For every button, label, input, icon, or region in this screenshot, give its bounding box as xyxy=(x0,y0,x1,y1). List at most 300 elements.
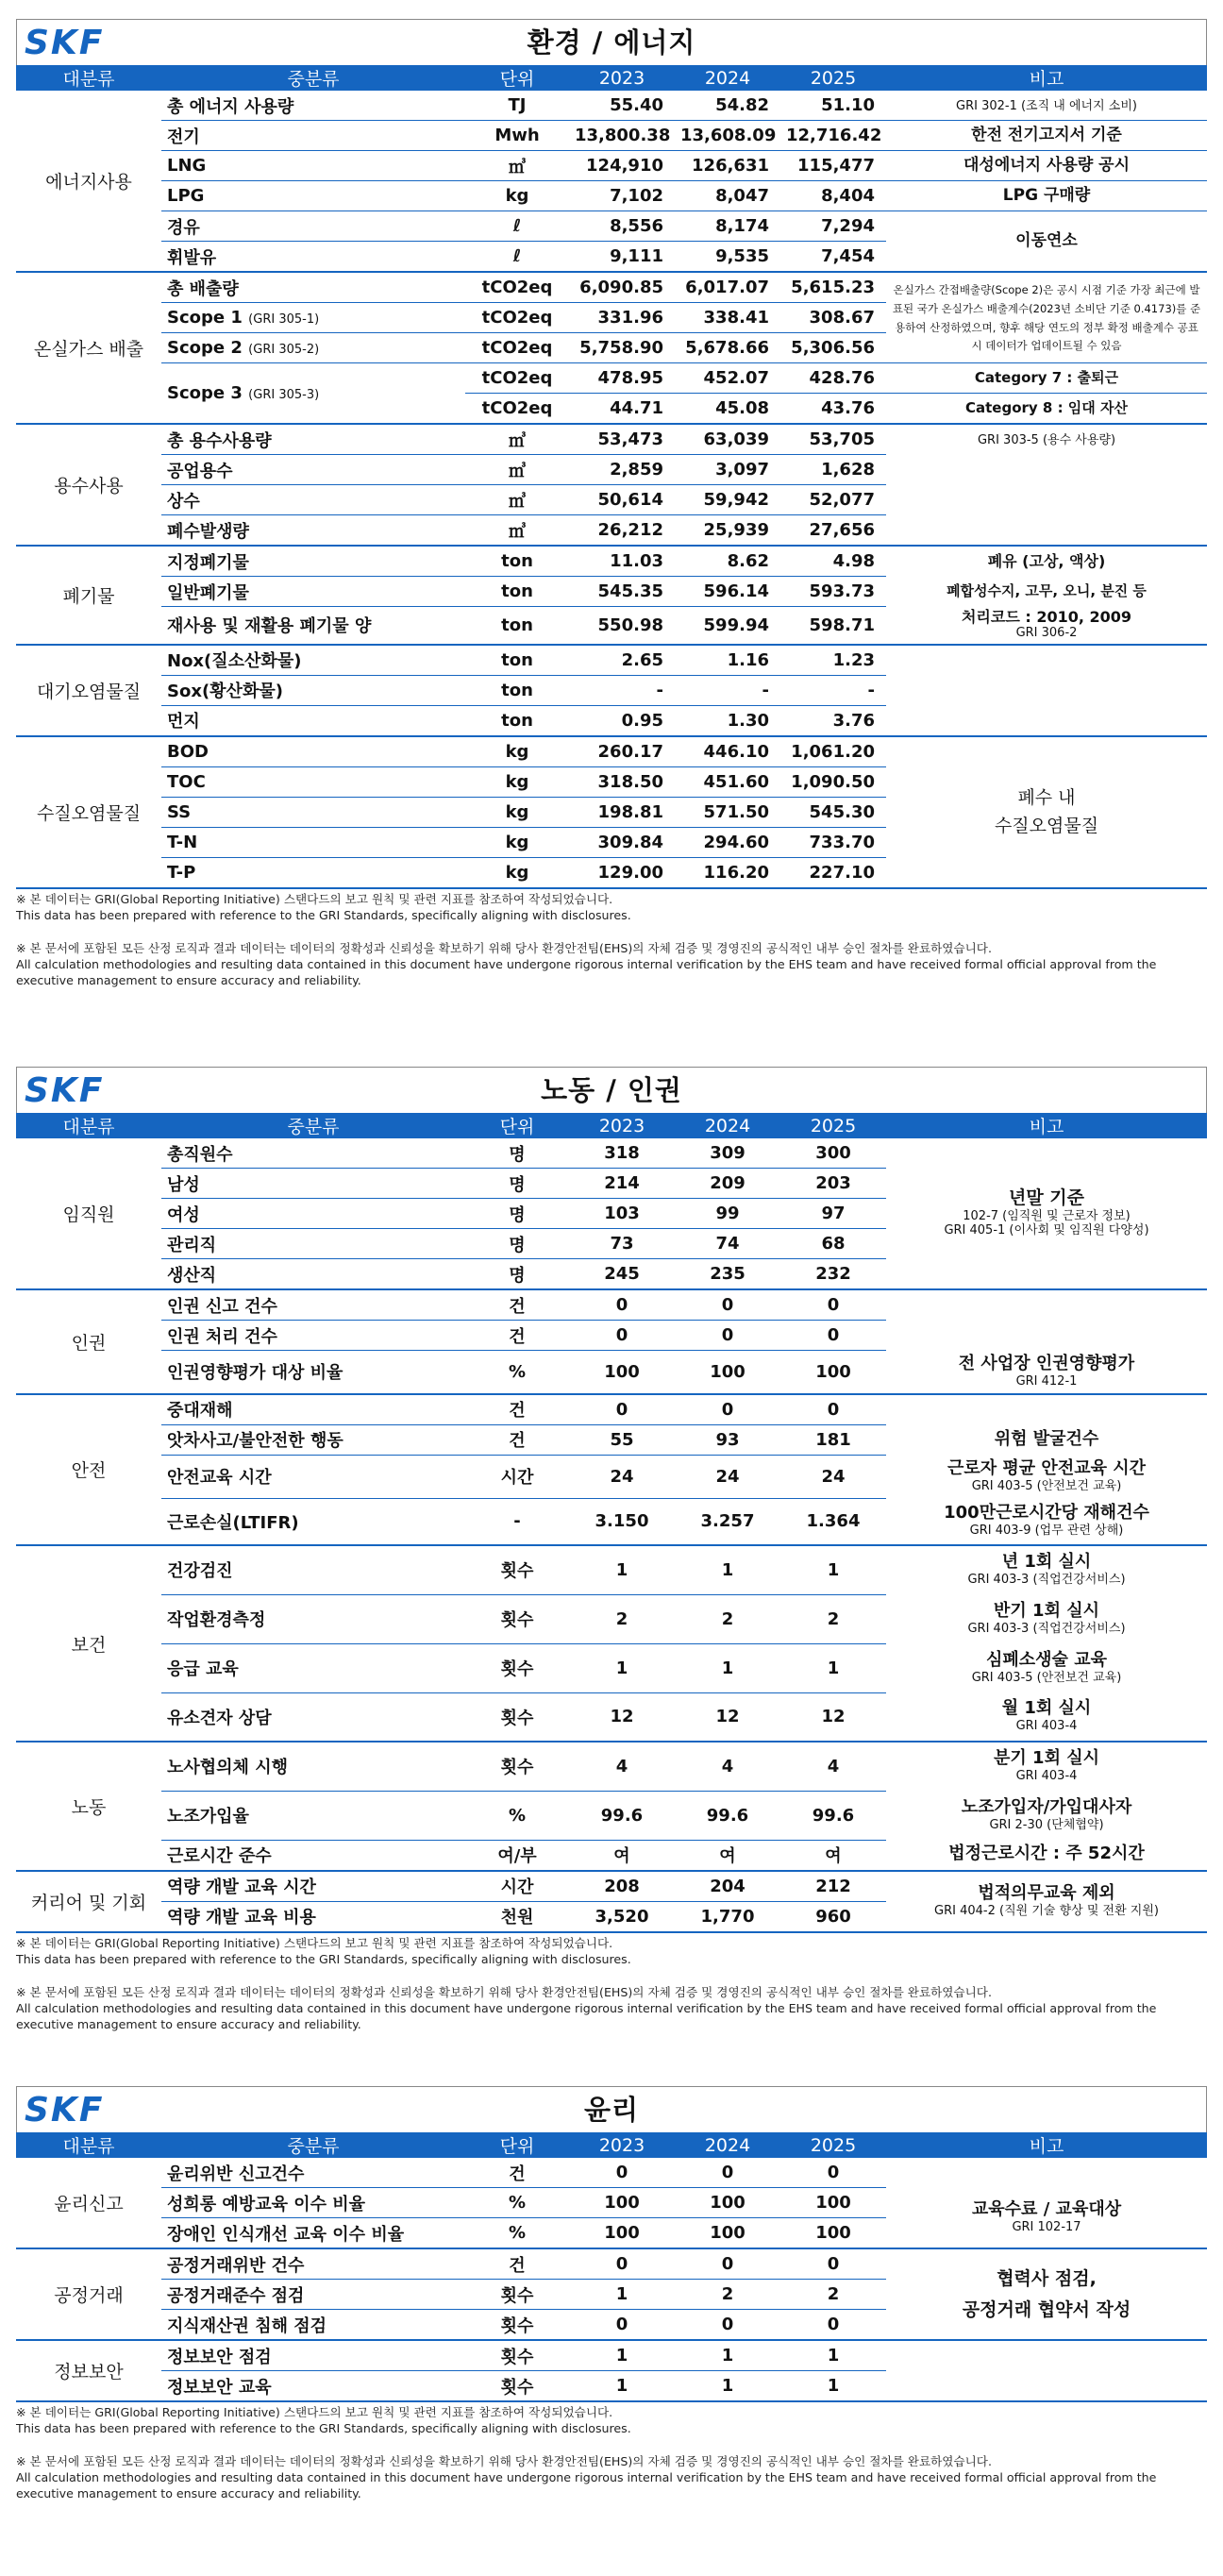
value-cell: 12 xyxy=(780,1692,886,1742)
col-2023: 2023 xyxy=(569,2132,675,2158)
category-cell: 임직원 xyxy=(16,1138,161,1289)
value-cell: 3.257 xyxy=(675,1498,780,1545)
table-row xyxy=(16,91,1207,121)
value-cell: 0 xyxy=(569,2158,675,2188)
col-category: 대분류 xyxy=(16,65,161,91)
value-cell: 4 xyxy=(569,1742,675,1791)
value-cell: 451.60 xyxy=(675,766,780,797)
unit-cell: tCO2eq xyxy=(465,333,569,363)
category-cell: 안전 xyxy=(16,1394,161,1546)
remark-sub: GRI 403-9 (업무 관련 상해) xyxy=(969,1524,1124,1539)
value-cell: 0 xyxy=(780,1321,886,1351)
section-title: 환경 / 에너지 xyxy=(527,26,696,59)
water-note-line1: 폐수 내 xyxy=(1017,786,1076,808)
value-cell: 571.50 xyxy=(675,797,780,827)
employee-remark xyxy=(886,1138,1207,1289)
col-remarks: 비고 xyxy=(886,1113,1207,1138)
item-cell: 정보보안 교육 xyxy=(161,2371,465,2402)
unit-cell: % xyxy=(465,2218,569,2249)
category-cell: 폐기물 xyxy=(16,546,161,645)
unit-cell: Mwh xyxy=(465,121,569,151)
item-cell: 건강검진 xyxy=(161,1545,465,1594)
unit-cell: kg xyxy=(465,181,569,211)
water-remark xyxy=(886,736,1207,888)
unit-cell: 천원 xyxy=(465,1901,569,1932)
environment-table xyxy=(16,65,1207,889)
item-cell: 공업용수 xyxy=(161,455,465,485)
remark-cell xyxy=(886,1742,1207,1791)
value-cell: 7,102 xyxy=(569,181,675,211)
remark-main: 년말 기준 xyxy=(1008,1187,1085,1208)
item-cell: 앗차사고/불안전한 행동 xyxy=(161,1424,465,1455)
value-cell: 1 xyxy=(569,2280,675,2310)
remark-main: 반기 1회 실시 xyxy=(994,1600,1099,1621)
remark-cell xyxy=(886,1791,1207,1840)
value-cell: 232 xyxy=(780,1259,886,1290)
remark-cell xyxy=(886,1545,1207,1594)
table-row xyxy=(16,181,1207,211)
col-subcategory: 중분류 xyxy=(161,1113,465,1138)
unit-cell: kg xyxy=(465,857,569,888)
value-cell: 0 xyxy=(780,1289,886,1321)
value-cell: 12,716.42 xyxy=(780,121,886,151)
category-cell: 커리어 및 기회 xyxy=(16,1871,161,1932)
item-cell: 일반폐기물 xyxy=(161,577,465,607)
value-cell: 1.30 xyxy=(675,705,780,736)
value-cell: 2 xyxy=(780,2280,886,2310)
value-cell: 6,017.07 xyxy=(675,272,780,303)
table-header-row xyxy=(16,1113,1207,1138)
value-cell: 6,090.85 xyxy=(569,272,675,303)
value-cell: 43.76 xyxy=(780,394,886,425)
item-cell: 중대재해 xyxy=(161,1394,465,1425)
unit-cell: 건 xyxy=(465,1424,569,1455)
value-cell: 103 xyxy=(569,1199,675,1229)
remark-main: 법적의무교육 제외 xyxy=(978,1882,1115,1903)
table-row xyxy=(16,1138,1207,1169)
value-cell: 309.84 xyxy=(569,827,675,857)
environment-section xyxy=(16,19,1207,988)
remark-cell xyxy=(886,1594,1207,1643)
col-unit: 단위 xyxy=(465,65,569,91)
unit-cell: 여/부 xyxy=(465,1840,569,1871)
category-cell: 노동 xyxy=(16,1742,161,1871)
svg-text:SKF: SKF xyxy=(25,1073,105,1105)
value-cell: 3,097 xyxy=(675,455,780,485)
unit-cell: 횟수 xyxy=(465,2280,569,2310)
item-cell: T-N xyxy=(161,827,465,857)
value-cell: 2 xyxy=(569,1594,675,1643)
remark-sub: GRI 405-1 (이사회 및 임직원 다양성) xyxy=(944,1223,1149,1238)
value-cell: 2 xyxy=(780,1594,886,1643)
remark-cell: 이동연소 xyxy=(886,211,1207,273)
value-cell: 300 xyxy=(780,1138,886,1169)
table-row xyxy=(16,1692,1207,1742)
remark-cell: 폐유 (고상, 액상) xyxy=(987,551,1106,570)
table-row xyxy=(16,1594,1207,1643)
col-2024: 2024 xyxy=(675,2132,780,2158)
value-cell: 0 xyxy=(569,2310,675,2341)
footnote-line: ※ 본 데이터는 GRI(Global Reporting Initiative) 스탠다드의 보고 원칙 및 관련 지표를 참조하여 작성되었습니다. xyxy=(16,1935,613,1950)
scope2-label: Scope 2 xyxy=(167,338,243,358)
value-cell: 0 xyxy=(780,1394,886,1425)
value-cell: 44.71 xyxy=(569,394,675,425)
item-cell: 먼지 xyxy=(161,705,465,736)
value-cell: 5,615.23 xyxy=(780,272,886,303)
value-cell: 1,770 xyxy=(675,1901,780,1932)
value-cell: 0 xyxy=(569,2248,675,2280)
value-cell: 1 xyxy=(675,2340,780,2371)
remark-cell: Category 7 : 출퇴근 xyxy=(886,363,1207,394)
value-cell: 99.6 xyxy=(675,1791,780,1840)
career-remark xyxy=(886,1871,1207,1932)
remark-cell xyxy=(886,2371,1207,2402)
unit-cell: 횟수 xyxy=(465,2371,569,2402)
value-cell: 8,047 xyxy=(675,181,780,211)
item-cell: 지정폐기물 xyxy=(161,546,465,577)
value-cell: 545.35 xyxy=(569,577,675,607)
value-cell: 1 xyxy=(675,1545,780,1594)
remark-cell: 대성에너지 사용량 공시 xyxy=(886,151,1207,181)
unit-cell: 건 xyxy=(465,1321,569,1351)
gri-tag: GRI 306-2 xyxy=(1015,626,1078,641)
gri-tag: (GRI 305-2) xyxy=(248,343,320,357)
footnote-line: This data has been prepared with reference to the GRI Standards, specifically aligning with disclosures. xyxy=(16,907,631,922)
value-cell: 9,535 xyxy=(675,242,780,273)
value-cell: 318 xyxy=(569,1138,675,1169)
value-cell: 478.95 xyxy=(569,363,675,394)
col-2025: 2025 xyxy=(780,65,886,91)
value-cell: 97 xyxy=(780,1199,886,1229)
item-cell: 전기 xyxy=(161,121,465,151)
item-cell xyxy=(161,333,465,363)
remark-cell xyxy=(886,2158,1207,2188)
value-cell: 100 xyxy=(569,2188,675,2218)
remark-cell: 폐합성수지, 고무, 오니, 분진 등 xyxy=(947,581,1147,599)
section-title: 윤리 xyxy=(583,2094,640,2126)
remark-main: 전 사업장 인권영향평가 xyxy=(958,1353,1135,1373)
value-cell: 100 xyxy=(675,1351,780,1394)
item-cell: 노조가입율 xyxy=(161,1791,465,1840)
value-cell: 227.10 xyxy=(780,857,886,888)
value-cell: 1.364 xyxy=(780,1498,886,1545)
ethics-table xyxy=(16,2132,1207,2402)
fair-trade-remark xyxy=(886,2248,1207,2340)
value-cell: 0 xyxy=(675,2310,780,2341)
value-cell: 5,306.56 xyxy=(780,333,886,363)
value-cell: 1.23 xyxy=(780,645,886,676)
unit-cell: kg xyxy=(465,797,569,827)
item-cell xyxy=(161,303,465,333)
value-cell: 198.81 xyxy=(569,797,675,827)
unit-cell: ton xyxy=(465,645,569,676)
value-cell: 0 xyxy=(675,1321,780,1351)
footnote-line: ※ 본 문서에 포함된 모든 산정 로직과 결과 데이터는 데이터의 정확성과 신뢰성을 확보하기 위해 당사 환경안전팀(EHS)의 자체 검증 및 경영진의 공식적인 내부 승인 절차를 완료하였습니다. xyxy=(16,2454,992,2468)
value-cell: 52,077 xyxy=(780,485,886,515)
unit-cell: 명 xyxy=(465,1199,569,1229)
value-cell: 7,294 xyxy=(780,211,886,242)
value-cell: 100 xyxy=(569,1351,675,1394)
value-cell: 0 xyxy=(675,1394,780,1425)
footnote xyxy=(16,891,1207,988)
item-cell: 정보보안 점검 xyxy=(161,2340,465,2371)
value-cell: 63,039 xyxy=(675,424,780,455)
footnote-line: All calculation methodologies and resulting data contained in this document have undergone rigorous internal verification by the EHS team and have received formal official approval from the executive management to ensure accuracy and reliability. xyxy=(16,2470,1157,2500)
footnote-line: ※ 본 문서에 포함된 모든 산정 로직과 결과 데이터는 데이터의 정확성과 신뢰성을 확보하기 위해 당사 환경안전팀(EHS)의 자체 검증 및 경영진의 공식적인 내부 승인 절차를 완료하였습니다. xyxy=(16,940,992,955)
category-cell: 인권 xyxy=(16,1289,161,1394)
value-cell: 1,061.20 xyxy=(780,736,886,767)
unit-cell: ℓ xyxy=(465,211,569,242)
remark-cell xyxy=(886,2340,1207,2371)
scope3-label: Scope 3 xyxy=(167,383,243,403)
value-cell: 116.20 xyxy=(675,857,780,888)
remark-sub: GRI 403-4 xyxy=(1015,1719,1078,1734)
item-cell: 지식재산권 침해 점검 xyxy=(161,2310,465,2341)
value-cell: 26,212 xyxy=(569,515,675,547)
item-cell: 근로손실(LTIFR) xyxy=(161,1498,465,1545)
value-cell: 59,942 xyxy=(675,485,780,515)
item-cell: Sox(황산화물) xyxy=(161,675,465,705)
remark-cell xyxy=(886,515,1207,547)
value-cell: 214 xyxy=(569,1169,675,1199)
unit-cell: ㎥ xyxy=(465,455,569,485)
section-header xyxy=(16,2086,1207,2132)
category-cell: 공정거래 xyxy=(16,2248,161,2340)
value-cell: 99.6 xyxy=(569,1791,675,1840)
value-cell: 55.40 xyxy=(569,91,675,121)
item-cell: 여성 xyxy=(161,1199,465,1229)
remark-cell xyxy=(886,455,1207,485)
unit-cell: - xyxy=(465,1498,569,1545)
value-cell: 100 xyxy=(780,2218,886,2249)
col-2023: 2023 xyxy=(569,1113,675,1138)
unit-cell: 명 xyxy=(465,1259,569,1290)
value-cell: 331.96 xyxy=(569,303,675,333)
value-cell: 51.10 xyxy=(780,91,886,121)
col-remarks: 비고 xyxy=(886,65,1207,91)
value-cell: 100 xyxy=(675,2188,780,2218)
item-cell: 생산직 xyxy=(161,1259,465,1290)
col-unit: 단위 xyxy=(465,1113,569,1138)
ethics-remark xyxy=(886,2188,1207,2249)
item-cell: 유소견자 상담 xyxy=(161,1692,465,1742)
value-cell: 여 xyxy=(780,1840,886,1871)
value-cell: 960 xyxy=(780,1901,886,1932)
value-cell: 4 xyxy=(780,1742,886,1791)
value-cell: 99 xyxy=(675,1199,780,1229)
col-unit: 단위 xyxy=(465,2132,569,2158)
col-remarks: 비고 xyxy=(886,2132,1207,2158)
remark-sub: GRI 412-1 xyxy=(1015,1373,1078,1389)
remark-main: 분기 1회 실시 xyxy=(994,1748,1099,1769)
col-subcategory: 중분류 xyxy=(161,65,465,91)
labor-table xyxy=(16,1113,1207,1933)
value-cell: 8,404 xyxy=(780,181,886,211)
table-row xyxy=(16,1643,1207,1692)
value-cell: 124,910 xyxy=(569,151,675,181)
unit-cell: 건 xyxy=(465,1394,569,1425)
remark-sub: GRI 404-2 (직원 기술 향상 및 전환 지원) xyxy=(934,1903,1159,1918)
item-cell: 경유 xyxy=(161,211,465,242)
footnote xyxy=(16,1935,1207,2032)
unit-cell: 명 xyxy=(465,1169,569,1199)
value-cell: 12 xyxy=(675,1692,780,1742)
item-cell: SS xyxy=(161,797,465,827)
remark-sub: GRI 403-5 (안전보건 교육) xyxy=(971,1670,1122,1685)
value-cell: 93 xyxy=(675,1424,780,1455)
remark-main: 년 1회 실시 xyxy=(1001,1552,1092,1573)
value-cell: 100 xyxy=(780,2188,886,2218)
unit-cell: 횟수 xyxy=(465,2340,569,2371)
unit-cell: 건 xyxy=(465,1289,569,1321)
unit-cell: ㎥ xyxy=(465,424,569,455)
unit-cell: 건 xyxy=(465,2158,569,2188)
section-header xyxy=(16,1067,1207,1113)
remark-cell: GRI 302-1 (조직 내 에너지 소비) xyxy=(956,98,1137,113)
value-cell: 99.6 xyxy=(780,1791,886,1840)
value-cell: 338.41 xyxy=(675,303,780,333)
table-header-row xyxy=(16,65,1207,91)
value-cell: 여 xyxy=(569,1840,675,1871)
remark-sub: GRI 403-3 (직업건강서비스) xyxy=(967,1621,1126,1636)
value-cell: 24 xyxy=(780,1455,886,1498)
footnote xyxy=(16,2404,1207,2501)
unit-cell: kg xyxy=(465,736,569,767)
unit-cell: 횟수 xyxy=(465,1643,569,1692)
footnote-line: ※ 본 데이터는 GRI(Global Reporting Initiative) 스탠다드의 보고 원칙 및 관련 지표를 참조하여 작성되었습니다. xyxy=(16,2405,613,2419)
remark-cell xyxy=(886,1351,1207,1394)
remark-cell: 위험 발굴건수 xyxy=(994,1428,1099,1449)
col-2024: 2024 xyxy=(675,1113,780,1138)
value-cell: 245 xyxy=(569,1259,675,1290)
gri-tag: (GRI 305-3) xyxy=(248,388,320,402)
unit-cell: 명 xyxy=(465,1138,569,1169)
unit-cell: TJ xyxy=(465,91,569,121)
value-cell: - xyxy=(569,675,675,705)
item-cell: 관리직 xyxy=(161,1229,465,1259)
value-cell: 208 xyxy=(569,1871,675,1902)
table-row xyxy=(16,1394,1207,1425)
remark-cell: LPG 구매량 xyxy=(886,181,1207,211)
unit-cell: ton xyxy=(465,705,569,736)
unit-cell: tCO2eq xyxy=(465,394,569,425)
item-cell: LNG xyxy=(161,151,465,181)
table-row xyxy=(16,1840,1207,1871)
value-cell: 308.67 xyxy=(780,303,886,333)
table-row xyxy=(16,1871,1207,1902)
table-row xyxy=(16,2158,1207,2188)
value-cell: 1,628 xyxy=(780,455,886,485)
remark-main: 교육수료 / 교육대상 xyxy=(971,2199,1122,2220)
value-cell: 0 xyxy=(569,1394,675,1425)
value-cell: 100 xyxy=(569,2218,675,2249)
footnote-line: This data has been prepared with reference to the GRI Standards, specifically aligning with disclosures. xyxy=(16,2421,631,2435)
value-cell: 0 xyxy=(569,1289,675,1321)
value-cell: 599.94 xyxy=(675,607,780,645)
value-cell: 209 xyxy=(675,1169,780,1199)
svg-text:SKF: SKF xyxy=(25,25,105,58)
col-2025: 2025 xyxy=(780,1113,886,1138)
unit-cell: tCO2eq xyxy=(465,363,569,394)
item-cell: 윤리위반 신고건수 xyxy=(161,2158,465,2188)
table-row xyxy=(16,2188,1207,2218)
remark-main: 노조가입자/가입대사자 xyxy=(961,1796,1132,1817)
value-cell: 3.150 xyxy=(569,1498,675,1545)
unit-cell: 횟수 xyxy=(465,1692,569,1742)
labor-section xyxy=(16,1067,1207,2032)
value-cell: 100 xyxy=(675,2218,780,2249)
table-row xyxy=(16,1791,1207,1840)
value-cell: 45.08 xyxy=(675,394,780,425)
value-cell: 12 xyxy=(569,1692,675,1742)
value-cell: 8,556 xyxy=(569,211,675,242)
remark-sub: GRI 102-17 xyxy=(1012,2219,1081,2234)
value-cell: 4 xyxy=(675,1742,780,1791)
table-row xyxy=(16,1498,1207,1545)
value-cell: 1 xyxy=(780,1545,886,1594)
value-cell: 1 xyxy=(569,2340,675,2371)
item-cell: 응급 교육 xyxy=(161,1643,465,1692)
item-cell: 역량 개발 교육 비용 xyxy=(161,1901,465,1932)
item-cell: 공정거래위반 건수 xyxy=(161,2248,465,2280)
value-cell: 0 xyxy=(675,2158,780,2188)
value-cell: 0 xyxy=(780,2158,886,2188)
value-cell: 100 xyxy=(780,1351,886,1394)
value-cell: 53,705 xyxy=(780,424,886,455)
footnote-line: ※ 본 문서에 포함된 모든 산정 로직과 결과 데이터는 데이터의 정확성과 신뢰성을 확보하기 위해 당사 환경안전팀(EHS)의 자체 검증 및 경영진의 공식적인 내부 승인 절차를 완료하였습니다. xyxy=(16,1984,992,1999)
value-cell: 24 xyxy=(569,1455,675,1498)
value-cell: 428.76 xyxy=(780,363,886,394)
value-cell: 7,454 xyxy=(780,242,886,273)
remark-main: 월 1회 실시 xyxy=(1001,1698,1092,1719)
unit-cell: ton xyxy=(465,577,569,607)
value-cell: 593.73 xyxy=(780,577,886,607)
unit-cell: % xyxy=(465,1351,569,1394)
remark-cell xyxy=(886,1692,1207,1742)
table-row xyxy=(16,1742,1207,1791)
item-cell: 안전교육 시간 xyxy=(161,1455,465,1498)
unit-cell: kg xyxy=(465,766,569,797)
remark-sub: GRI 403-5 (안전보건 교육) xyxy=(971,1478,1122,1493)
item-cell: 총 에너지 사용량 xyxy=(161,91,465,121)
table-row xyxy=(16,1351,1207,1394)
unit-cell: 명 xyxy=(465,1229,569,1259)
item-cell: 성희롱 예방교육 이수 비율 xyxy=(161,2188,465,2218)
value-cell: 2,859 xyxy=(569,455,675,485)
value-cell: 1 xyxy=(569,1643,675,1692)
table-row xyxy=(16,577,1207,607)
unit-cell: 횟수 xyxy=(465,1742,569,1791)
remark-cell xyxy=(886,1643,1207,1692)
value-cell: 13,608.09 xyxy=(675,121,780,151)
table-row xyxy=(16,2248,1207,2280)
remark-line: 공정거래 협약서 작성 xyxy=(962,2298,1131,2320)
value-cell: 11.03 xyxy=(569,546,675,577)
value-cell: 0 xyxy=(569,1321,675,1351)
unit-cell: 횟수 xyxy=(465,2310,569,2341)
table-row xyxy=(16,607,1207,645)
remark-cell xyxy=(886,607,1207,645)
unit-cell: ℓ xyxy=(465,242,569,273)
remark-sub: GRI 403-3 (직업건강서비스) xyxy=(967,1573,1126,1588)
value-cell: 0 xyxy=(780,2310,886,2341)
col-subcategory: 중분류 xyxy=(161,2132,465,2158)
item-cell: 총직원수 xyxy=(161,1138,465,1169)
value-cell: 27,656 xyxy=(780,515,886,547)
value-cell: 54.82 xyxy=(675,91,780,121)
col-2023: 2023 xyxy=(569,65,675,91)
category-cell: 윤리신고 xyxy=(16,2158,161,2248)
